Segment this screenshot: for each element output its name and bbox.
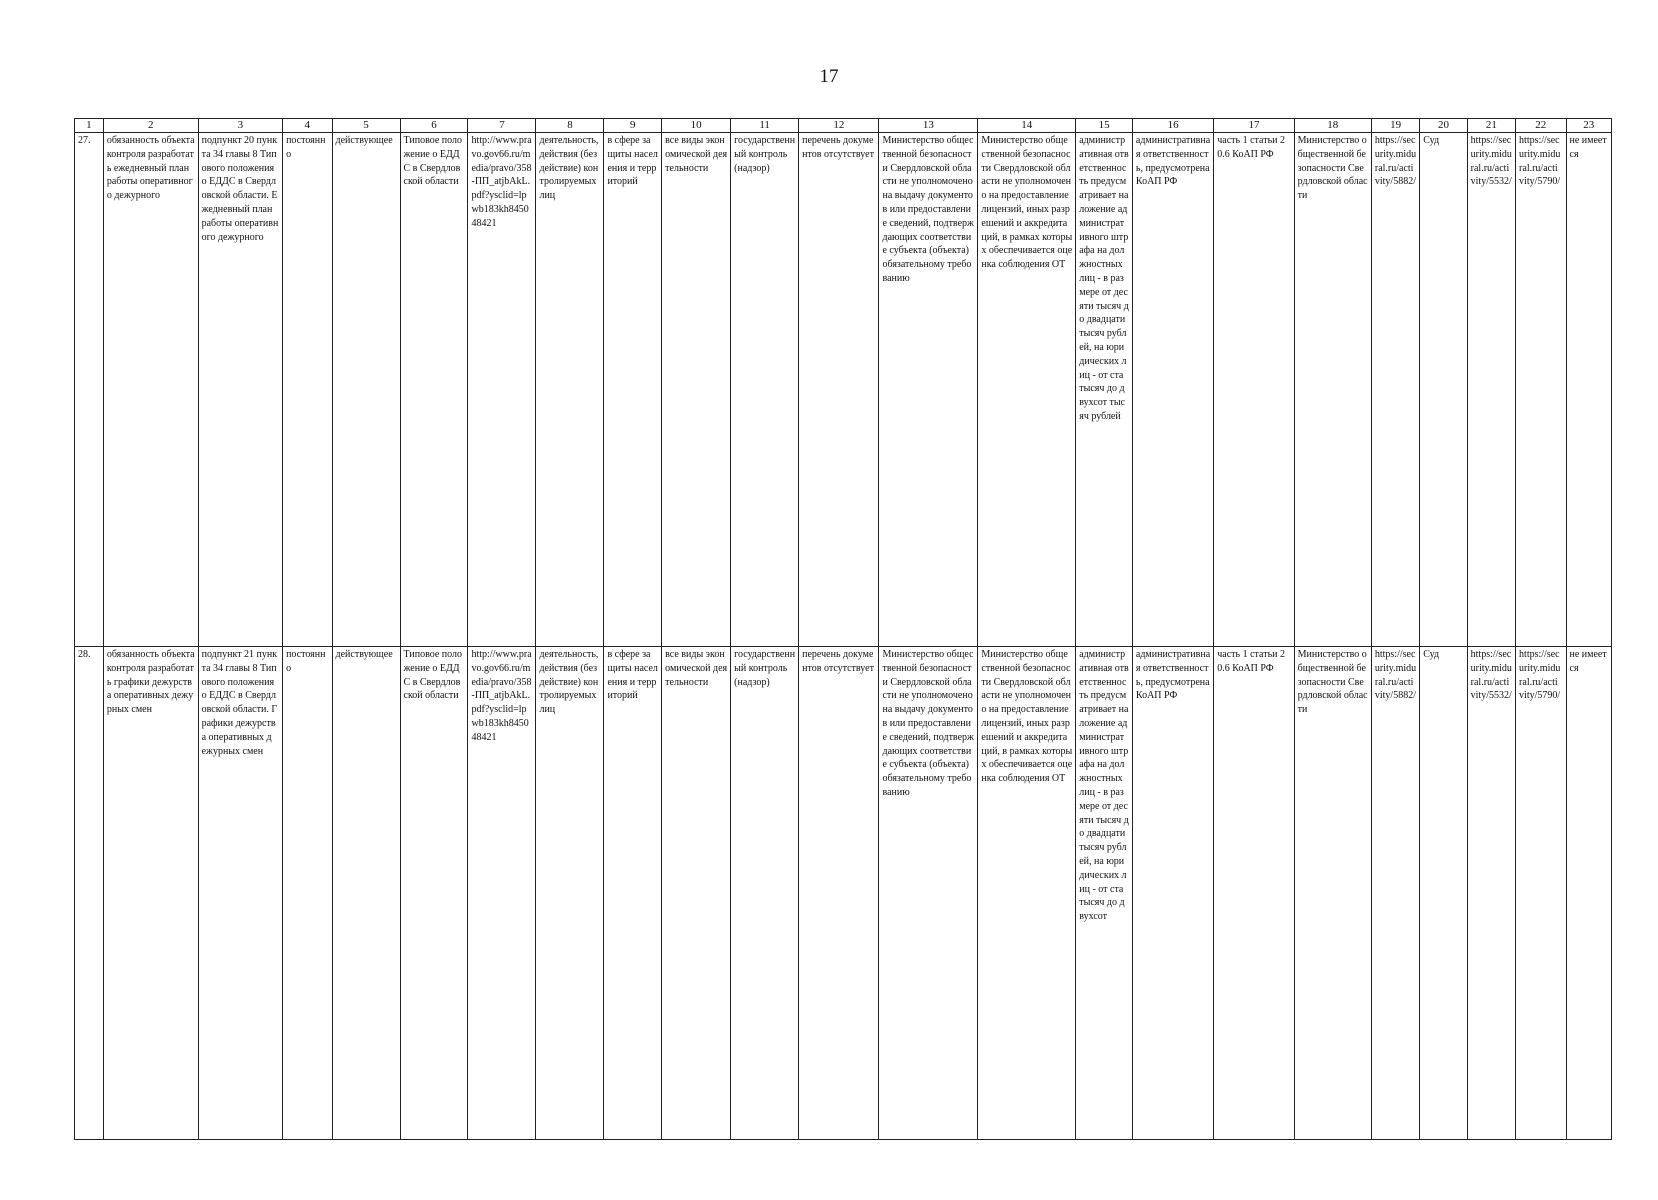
- column-header: 14: [978, 119, 1076, 133]
- column-header: 7: [468, 119, 536, 133]
- column-header: 18: [1294, 119, 1371, 133]
- column-header: 4: [283, 119, 332, 133]
- table-cell: Типовое положение о ЕДДС в Свердловской области: [400, 647, 468, 1140]
- table-cell: постоянно: [283, 647, 332, 1140]
- table-cell: подпункт 20 пункта 34 главы 8 Типового положения о ЕДДС в Свердловской области. Ежедневный план работы оперативного дежурного: [198, 133, 282, 647]
- column-header: 11: [731, 119, 799, 133]
- url-cell: https://security.midural.ru/activity/5532/: [1467, 133, 1515, 647]
- table-cell: часть 1 статьи 20.6 КоАП РФ: [1214, 133, 1294, 647]
- table-cell: в сфере защиты населения и территорий: [604, 647, 662, 1140]
- table-row: [75, 133, 1612, 647]
- column-header: 8: [536, 119, 604, 133]
- column-header: 15: [1076, 119, 1133, 133]
- url-cell: https://security.midural.ru/activity/5790/: [1516, 133, 1566, 647]
- table-cell: действующее: [332, 133, 400, 647]
- table-cell: государственный контроль (надзор): [731, 133, 799, 647]
- table-cell: постоянно: [283, 133, 332, 647]
- column-header: 17: [1214, 119, 1294, 133]
- table-cell: действующее: [332, 647, 400, 1140]
- table-cell: в сфере защиты населения и территорий: [604, 133, 662, 647]
- url-cell: http://www.pravo.gov66.ru/media/pravo/358-ПП_atjbAkL.pdf?ysclid=lpwb183kh845048421: [468, 133, 536, 647]
- column-header: 20: [1420, 119, 1467, 133]
- table-cell: государственный контроль (надзор): [731, 647, 799, 1140]
- column-header: 10: [662, 119, 731, 133]
- table-cell: административная ответственность, предусмотрена КоАП РФ: [1132, 647, 1213, 1140]
- column-header: 23: [1566, 119, 1611, 133]
- column-header: 5: [332, 119, 400, 133]
- column-header: 12: [799, 119, 879, 133]
- table-cell: перечень документов отсутствует: [799, 133, 879, 647]
- table-cell: обязанность объекта контроля разработать графики дежурства оперативных дежурных смен: [103, 647, 198, 1140]
- url-cell: https://security.midural.ru/activity/5532/: [1467, 647, 1515, 1140]
- column-number-row: [75, 119, 1612, 133]
- table-cell: Суд: [1420, 647, 1467, 1140]
- column-header: 19: [1371, 119, 1419, 133]
- table-cell: административная ответственность предусматривает наложение административного штрафа на должностных лиц - в размере от десяти тысяч до двадцати тысяч рублей, на юридических лиц - от ста тысяч до двухсот: [1076, 647, 1133, 1140]
- table-cell: Министерство общественной безопасности Свердловской области: [1294, 647, 1371, 1140]
- column-header: 9: [604, 119, 662, 133]
- url-cell: https://security.midural.ru/activity/5882/: [1371, 133, 1419, 647]
- table-cell: административная ответственность предусматривает наложение административного штрафа на должностных лиц - в размере от десяти тысяч до двадцати тысяч рублей, на юридических лиц - от ста тысяч до двухсот тысяч рублей: [1076, 133, 1133, 647]
- table-cell: деятельность, действия (бездействие) контролируемых лиц: [536, 133, 604, 647]
- column-header: 22: [1516, 119, 1566, 133]
- table-row: [75, 647, 1612, 1140]
- table-cell: перечень документов отсутствует: [799, 647, 879, 1140]
- table-cell: Министерство общественной безопасности Свердловской области не уполномочено на предоставление лицензий, иных разрешений и аккредитаций, в рамках которых обеспечивается оценка соблюдения ОТ: [978, 647, 1076, 1140]
- column-header: 13: [879, 119, 978, 133]
- column-header: 21: [1467, 119, 1515, 133]
- table-cell: деятельность, действия (бездействие) контролируемых лиц: [536, 647, 604, 1140]
- column-header: 16: [1132, 119, 1213, 133]
- row-number-cell: 28.: [75, 647, 104, 1140]
- table-cell: Министерство общественной безопасности Свердловской области: [1294, 133, 1371, 647]
- url-cell: http://www.pravo.gov66.ru/media/pravo/358-ПП_atjbAkL.pdf?ysclid=lpwb183kh845048421: [468, 647, 536, 1140]
- table-cell: все виды экономической деятельности: [662, 133, 731, 647]
- page-number: 17: [819, 66, 839, 87]
- table-cell: все виды экономической деятельности: [662, 647, 731, 1140]
- table-cell: Суд: [1420, 133, 1467, 647]
- column-header: 6: [400, 119, 468, 133]
- table-cell: не имеется: [1566, 647, 1611, 1140]
- column-header: 1: [75, 119, 104, 133]
- table-cell: административная ответственность, предусмотрена КоАП РФ: [1132, 133, 1213, 647]
- table-cell: Министерство общественной безопасности Свердловской области не уполномочено на выдачу документов или предоставление сведений, подтверждающих соответствие субъекта (объекта) обязательному требованию: [879, 647, 978, 1140]
- table-cell: подпункт 21 пункта 34 главы 8 Типового положения о ЕДДС в Свердловской области. Графики дежурства оперативных дежурных смен: [198, 647, 282, 1140]
- column-header: 3: [198, 119, 282, 133]
- table-cell: часть 1 статьи 20.6 КоАП РФ: [1214, 647, 1294, 1140]
- url-cell: https://security.midural.ru/activity/5882/: [1371, 647, 1419, 1140]
- table-cell: Министерство общественной безопасности Свердловской области не уполномочено на выдачу документов или предоставление сведений, подтверждающих соответствие субъекта (объекта) обязательному требованию: [879, 133, 978, 647]
- table-cell: Типовое положение о ЕДДС в Свердловской области: [400, 133, 468, 647]
- column-header: 2: [103, 119, 198, 133]
- requirements-table: [74, 118, 1612, 1140]
- row-number-cell: 27.: [75, 133, 104, 647]
- table-cell: не имеется: [1566, 133, 1611, 647]
- url-cell: https://security.midural.ru/activity/5790/: [1516, 647, 1566, 1140]
- table-cell: обязанность объекта контроля разработать ежедневный план работы оперативного дежурного: [103, 133, 198, 647]
- table-cell: Министерство общественной безопасности Свердловской области не уполномочено на предоставление лицензий, иных разрешений и аккредитаций, в рамках которых обеспечивается оценка соблюдения ОТ: [978, 133, 1076, 647]
